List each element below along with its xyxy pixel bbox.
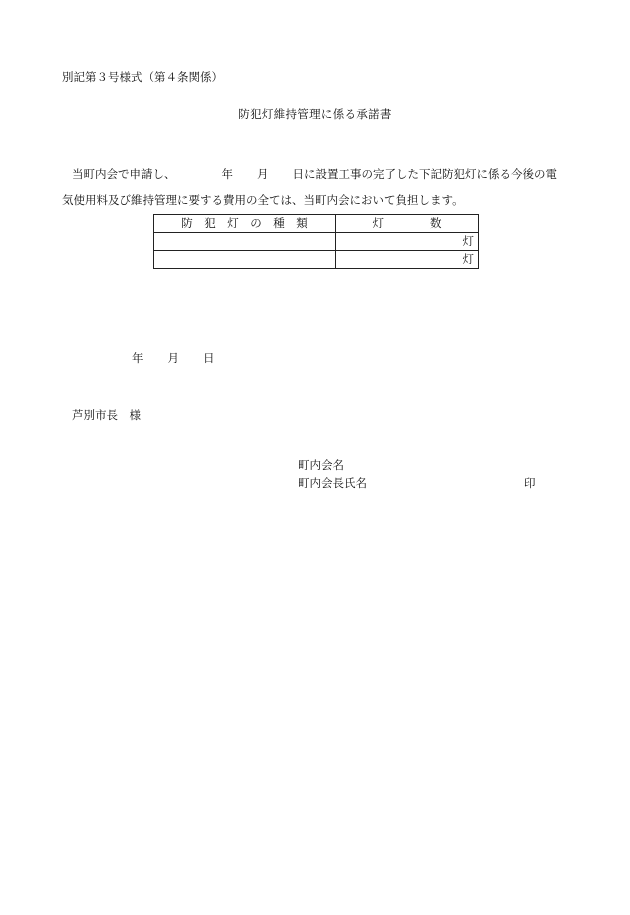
signature-date <box>132 351 215 365</box>
association-name-label: 町内会名 <box>298 458 344 472</box>
header-lamp-count: 灯 数 <box>336 215 479 233</box>
header-lamp-type: 防 犯 灯 の 種 類 <box>154 215 336 233</box>
seal-mark: 印 <box>524 476 536 490</box>
body-line-1-suffix: 日に設置工事の完了した下記防犯灯に係る今後の電 <box>292 167 557 181</box>
association-head-label: 町内会長氏名 <box>298 476 367 490</box>
document-title: 防犯灯維持管理に係る承諾書 <box>238 107 392 121</box>
lamp-count-cell[interactable]: 灯 <box>336 251 479 269</box>
streetlight-table <box>153 214 479 269</box>
addressee: 芦別市長 様 <box>72 408 141 422</box>
lamp-type-cell[interactable] <box>154 251 336 269</box>
body-year-label: 年 <box>221 167 233 181</box>
date-year-label: 年 <box>132 351 144 365</box>
table-row <box>154 233 479 251</box>
table-header-row <box>154 215 479 233</box>
body-line-2: 気使用料及び維持管理に要する費用の全ては、当町内会において負担します。 <box>62 193 464 207</box>
body-month-label: 月 <box>257 167 269 181</box>
form-number: 別記第３号様式（第４条関係） <box>62 70 223 84</box>
lamp-count-cell[interactable]: 灯 <box>336 233 479 251</box>
date-day-label: 日 <box>203 351 215 365</box>
lamp-type-cell[interactable] <box>154 233 336 251</box>
date-month-label: 月 <box>167 351 179 365</box>
body-line-1-prefix: 当町内会で申請し、 <box>72 167 176 181</box>
body-line-1 <box>72 167 557 181</box>
table-row <box>154 251 479 269</box>
